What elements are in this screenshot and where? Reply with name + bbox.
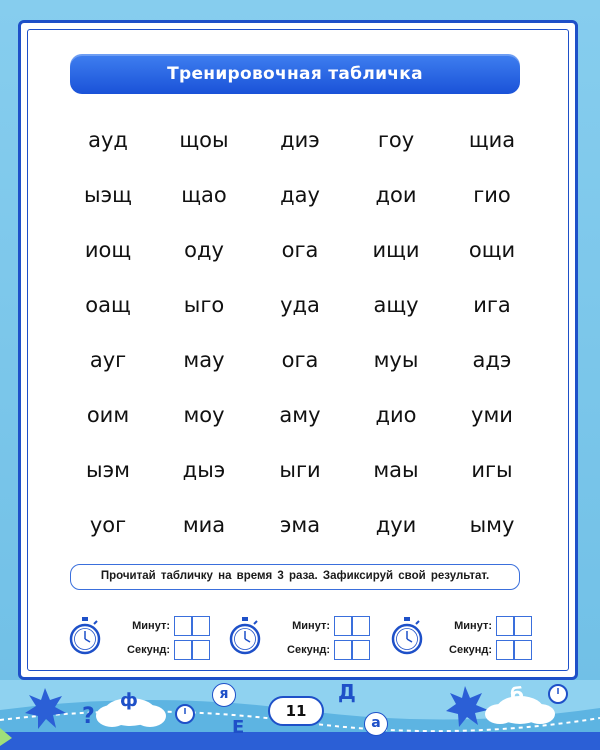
minutes-box-1[interactable]: [496, 616, 514, 636]
syllable-cell: дау: [280, 182, 320, 207]
syllable-cell: уда: [280, 292, 320, 317]
syllable-cell: иощ: [84, 237, 132, 262]
syllable-cell: оду: [184, 237, 224, 262]
decor-letter-d: Д: [338, 680, 356, 704]
syllable-cell: ауд: [88, 127, 128, 152]
page-title: Тренировочная табличка: [167, 64, 423, 84]
seconds-label: Секунд:: [127, 644, 170, 656]
seconds-box-2[interactable]: [352, 640, 370, 660]
syllable-cell: игы: [471, 457, 513, 482]
decor-letter-ya: я: [212, 683, 236, 707]
minutes-box-2[interactable]: [514, 616, 532, 636]
syllable-cell: маы: [373, 457, 419, 482]
syllable-cell: ощи: [468, 237, 516, 262]
decor-letter-f: ф: [120, 690, 138, 711]
minutes-box-1[interactable]: [174, 616, 192, 636]
syllable-cell: оим: [86, 402, 130, 427]
syllable-cell: ыги: [279, 457, 321, 482]
syllable-cell: щао: [181, 182, 227, 207]
syllable-cell: мау: [183, 347, 225, 372]
syllable-cell: гоу: [377, 127, 415, 152]
syllable-cell: ащу: [373, 292, 419, 317]
seconds-box-2[interactable]: [514, 640, 532, 660]
syllable-cell: дио: [375, 402, 417, 427]
syllable-cell: дуи: [375, 512, 417, 537]
minutes-label: Минут:: [454, 620, 492, 632]
syllable-cell: ауг: [89, 347, 127, 372]
seconds-box-2[interactable]: [192, 640, 210, 660]
seconds-box-1[interactable]: [174, 640, 192, 660]
stopwatch-icon: [228, 616, 262, 656]
syllable-table: [60, 112, 540, 552]
stopwatch-icon: [390, 616, 424, 656]
syllable-cell: диэ: [280, 127, 320, 152]
syllable-cell: ыэщ: [84, 182, 132, 207]
syllable-cell: оащ: [85, 292, 131, 317]
syllable-cell: ога: [281, 237, 319, 262]
decor-letter-e: Е: [232, 717, 245, 738]
syllable-cell: ыму: [469, 512, 515, 537]
decor-letter-b: б: [510, 683, 524, 707]
title-banner: [70, 54, 520, 94]
syllable-cell: дои: [375, 182, 417, 207]
seconds-box-1[interactable]: [496, 640, 514, 660]
syllable-cell: ищи: [372, 237, 420, 262]
seconds-box-1[interactable]: [334, 640, 352, 660]
syllable-cell: миа: [182, 512, 226, 537]
page-number: 11: [268, 696, 324, 726]
instruction-text: Прочитай табличку на время 3 раза. Зафиксируй свой результат.: [70, 564, 520, 590]
syllable-cell: аму: [279, 402, 321, 427]
minutes-label: Минут:: [292, 620, 330, 632]
syllable-cell: ига: [473, 292, 511, 317]
syllable-cell: эма: [279, 512, 321, 537]
seconds-label: Секунд:: [287, 644, 330, 656]
decor-letter-a: а: [364, 712, 388, 736]
timer-block-3: [390, 612, 540, 664]
syllable-cell: ыэм: [86, 457, 130, 482]
syllable-cell: муы: [373, 347, 419, 372]
syllable-cell: щоы: [179, 127, 229, 152]
syllable-cell: адэ: [472, 347, 512, 372]
timer-block-2: [228, 612, 378, 664]
syllable-cell: гио: [473, 182, 511, 207]
syllable-cell: щиа: [468, 127, 516, 152]
stopwatch-icon: [68, 616, 102, 656]
minutes-box-2[interactable]: [192, 616, 210, 636]
syllable-cell: моу: [183, 402, 225, 427]
minutes-box-2[interactable]: [352, 616, 370, 636]
syllable-cell: ыго: [183, 292, 225, 317]
timer-block-1: [68, 612, 218, 664]
seconds-label: Секунд:: [449, 644, 492, 656]
syllable-cell: уми: [471, 402, 513, 427]
syllable-cell: ога: [281, 347, 319, 372]
syllable-cell: дыэ: [182, 457, 226, 482]
decor-question-mark: ?: [82, 704, 95, 729]
minutes-label: Минут:: [132, 620, 170, 632]
minutes-box-1[interactable]: [334, 616, 352, 636]
syllable-cell: уог: [89, 512, 127, 537]
